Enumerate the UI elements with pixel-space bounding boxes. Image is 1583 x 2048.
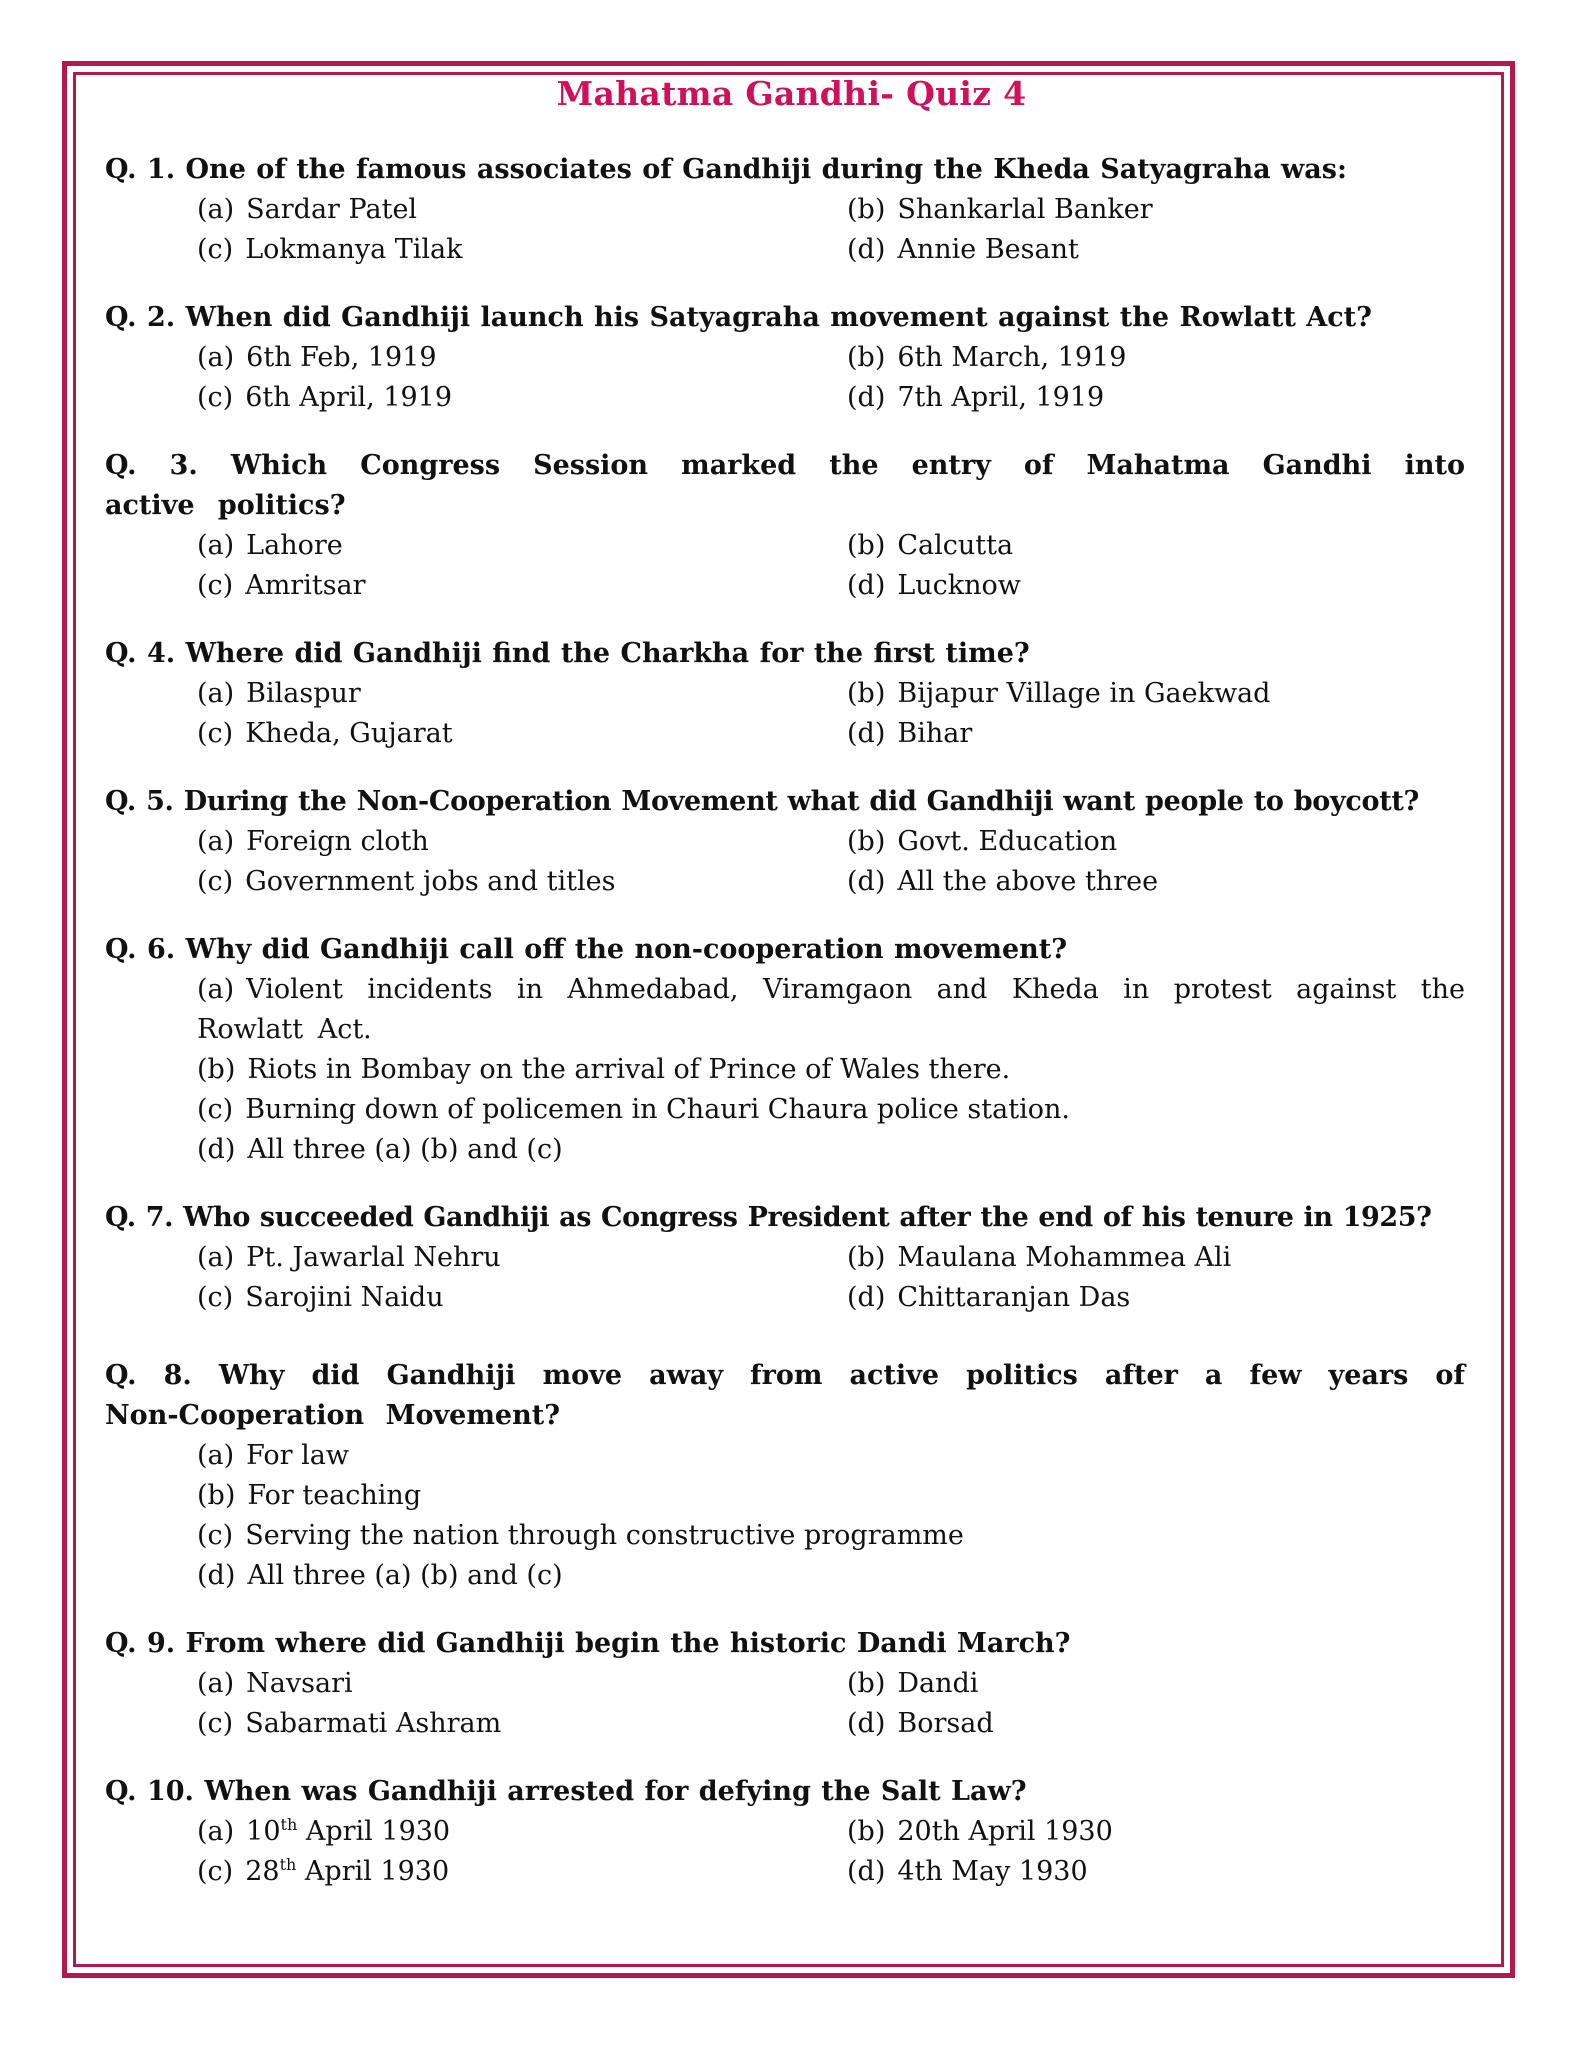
options: [197, 1812, 1465, 1892]
question-text: Q. 1. One of the famous associates of Gandhiji during the Kheda Satyagraha was:: [105, 154, 1347, 185]
option-letter: (b): [847, 1816, 886, 1847]
option-letter: (b): [197, 1054, 236, 1085]
option-a: [197, 526, 847, 566]
question-text: Q. 6. Why did Gandhiji call off the non-cooperation movement?: [105, 934, 1068, 965]
option-letter: (a): [197, 826, 235, 857]
option-letter: (d): [847, 234, 886, 265]
option-a: [197, 190, 847, 230]
option-letter: (c): [197, 234, 234, 265]
options: [197, 1238, 1465, 1318]
option-letter: (d): [197, 1560, 236, 1591]
option-letter: (c): [197, 718, 234, 749]
option-letter: (d): [847, 570, 886, 601]
option-letter: (b): [847, 1668, 886, 1699]
option-letter: (a): [197, 1668, 235, 1699]
question-text: Q. 7. Who succeeded Gandhiji as Congress President after the end of his tenure in 1925?: [105, 1202, 1432, 1233]
option-d: [847, 862, 1467, 902]
question-text: Q. 5. During the Non-Cooperation Movement what did Gandhiji want people to boycott?: [105, 786, 1420, 817]
option-d: [847, 230, 1467, 270]
question-4: [105, 634, 1465, 754]
option-c: [197, 714, 847, 754]
option-b: [847, 674, 1467, 714]
option-letter: (d): [847, 718, 886, 749]
option-text: Borsad: [897, 1708, 994, 1739]
option-letter: (a): [197, 1816, 235, 1847]
option-a: [197, 970, 1465, 1050]
question-text: Q. 2. When did Gandhiji launch his Satyagraha movement against the Rowlatt Act?: [105, 302, 1372, 333]
option-d: [847, 378, 1467, 418]
options: [197, 338, 1465, 418]
option-letter: (d): [197, 1134, 236, 1165]
option-d: [847, 1704, 1467, 1744]
option-c: [197, 1704, 847, 1744]
option-letter: (a): [197, 1242, 235, 1273]
option-letter: (c): [197, 866, 234, 897]
option-letter: (d): [847, 866, 886, 897]
option-letter: (a): [197, 194, 235, 225]
option-text: Riots in Bombay on the arrival of Prince of Wales there.: [247, 1054, 1011, 1085]
option-text: All three (a) (b) and (c): [247, 1560, 563, 1591]
option-text: Bilaspur: [246, 678, 361, 709]
option-d: [847, 566, 1467, 606]
option-letter: (c): [197, 1856, 234, 1887]
question-2: [105, 298, 1465, 418]
question-1: [105, 150, 1465, 270]
option-letter: (d): [847, 1856, 886, 1887]
option-text: Government jobs and titles: [245, 866, 616, 897]
question-text: Q. 8. Why did Gandhiji move away from active politics after a few years of Non-Cooperation Movement?: [105, 1360, 1465, 1431]
option-c: [197, 1852, 847, 1892]
option-b: [847, 338, 1467, 378]
option-text: 6th March, 1919: [897, 342, 1127, 373]
option-c: [197, 566, 847, 606]
option-text: Govt. Education: [897, 826, 1118, 857]
option-b: [847, 1664, 1467, 1704]
option-b: [847, 1812, 1467, 1852]
option-letter: (a): [197, 678, 235, 709]
option-c: [197, 1278, 847, 1318]
ordinal-suffix: th: [279, 1855, 297, 1874]
option-letter: (b): [847, 678, 886, 709]
option-text: Serving the nation through constructive programme: [245, 1520, 964, 1551]
question-text: Q. 10. When was Gandhiji arrested for defying the Salt Law?: [105, 1776, 1027, 1807]
option-a: [197, 1664, 847, 1704]
options: [197, 970, 1465, 1170]
option-a: [197, 1238, 847, 1278]
option-b: [847, 526, 1467, 566]
option-text: All the above three: [897, 866, 1159, 897]
option-text: Violent incidents in Ahmedabad, Viramgaon and Kheda in protest against the Rowlatt Act.: [197, 974, 1465, 1045]
option-text: Shankarlal Banker: [897, 194, 1153, 225]
option-text: Pt. Jawarlal Nehru: [246, 1242, 501, 1273]
question-text: Q. 4. Where did Gandhiji find the Charkha for the first time?: [105, 638, 1030, 669]
option-text: 4th May 1930: [897, 1856, 1088, 1887]
option-letter: (d): [847, 1282, 886, 1313]
options: [197, 1664, 1465, 1744]
question-3: [105, 446, 1465, 606]
option-text: Burning down of policemen in Chauri Chaura police station.: [245, 1094, 1070, 1125]
option-letter: (b): [847, 826, 886, 857]
option-d: [847, 714, 1467, 754]
option-text: Dandi: [897, 1668, 979, 1699]
ordinal-suffix: th: [280, 1815, 298, 1834]
options: [197, 674, 1465, 754]
option-letter: (a): [197, 974, 235, 1005]
option-text: Calcutta: [897, 530, 1014, 561]
page-title: Mahatma Gandhi- Quiz 4: [556, 74, 1027, 113]
option-b: [197, 1050, 1465, 1090]
option-letter: (d): [847, 382, 886, 413]
option-letter: (c): [197, 382, 234, 413]
option-number: 10: [246, 1816, 281, 1847]
option-letter: (c): [197, 1520, 234, 1551]
option-text: Annie Besant: [897, 234, 1079, 265]
option-a: [197, 822, 847, 862]
option-text: Lahore: [246, 530, 343, 561]
option-letter: (c): [197, 570, 234, 601]
option-c: [197, 378, 847, 418]
option-text: Lokmanya Tilak: [245, 234, 463, 265]
option-text: 20th April 1930: [897, 1816, 1113, 1847]
option-letter: (b): [847, 194, 886, 225]
question-6: [105, 930, 1465, 1170]
option-letter: (c): [197, 1708, 234, 1739]
option-d: [847, 1278, 1467, 1318]
option-b: [197, 1476, 1465, 1516]
option-text: Bihar: [897, 718, 973, 749]
option-text: Lucknow: [897, 570, 1021, 601]
option-letter: (c): [197, 1094, 234, 1125]
option-text: All three (a) (b) and (c): [247, 1134, 563, 1165]
option-text: Amritsar: [245, 570, 366, 601]
option-a: [197, 674, 847, 714]
option-b: [847, 1238, 1467, 1278]
option-c: [197, 230, 847, 270]
question-10: [105, 1772, 1465, 1892]
option-text: 6th Feb, 1919: [246, 342, 437, 373]
option-text: Bijapur Village in Gaekwad: [897, 678, 1271, 709]
option-c: [197, 1090, 1465, 1130]
options: [197, 822, 1465, 902]
option-text: April 1930: [296, 1856, 450, 1887]
options: [197, 1436, 1465, 1596]
option-text: Maulana Mohammea Ali: [897, 1242, 1232, 1273]
option-letter: (b): [197, 1480, 236, 1511]
options: [197, 526, 1465, 606]
option-text: Foreign cloth: [246, 826, 429, 857]
option-text: 7th April, 1919: [897, 382, 1105, 413]
option-d: [847, 1852, 1467, 1892]
option-c: [197, 862, 847, 902]
option-letter: (b): [847, 530, 886, 561]
option-d: [197, 1556, 1465, 1596]
option-d: [197, 1130, 1465, 1170]
option-text: April 1930: [297, 1816, 451, 1847]
option-b: [847, 190, 1467, 230]
option-letter: (a): [197, 1440, 235, 1471]
option-b: [847, 822, 1467, 862]
option-text: Sabarmati Ashram: [245, 1708, 502, 1739]
option-a: [197, 1812, 847, 1852]
option-text: Chittaranjan Das: [897, 1282, 1131, 1313]
option-letter: (a): [197, 342, 235, 373]
question-5: [105, 782, 1465, 902]
option-letter: (d): [847, 1708, 886, 1739]
options: [197, 190, 1465, 270]
question-text: Q. 9. From where did Gandhiji begin the historic Dandi March?: [105, 1628, 1071, 1659]
option-letter: (b): [847, 1242, 886, 1273]
question-7: [105, 1198, 1465, 1318]
option-text: 6th April, 1919: [245, 382, 453, 413]
option-letter: (a): [197, 530, 235, 561]
question-9: [105, 1624, 1465, 1744]
option-text: Navsari: [246, 1668, 353, 1699]
quiz-content: [105, 150, 1465, 1920]
option-a: [197, 338, 847, 378]
option-text: For law: [246, 1440, 350, 1471]
option-text: Sarojini Naidu: [245, 1282, 444, 1313]
option-a: [197, 1436, 1465, 1476]
question-text: Q. 3. Which Congress Session marked the entry of Mahatma Gandhi into active politics?: [105, 450, 1465, 521]
option-text: For teaching: [247, 1480, 422, 1511]
question-8: [105, 1356, 1465, 1596]
option-text: Sardar Patel: [246, 194, 418, 225]
option-text: Kheda, Gujarat: [245, 718, 453, 749]
option-number: 28: [245, 1856, 280, 1887]
option-c: [197, 1516, 1465, 1556]
option-letter: (c): [197, 1282, 234, 1313]
option-letter: (b): [847, 342, 886, 373]
